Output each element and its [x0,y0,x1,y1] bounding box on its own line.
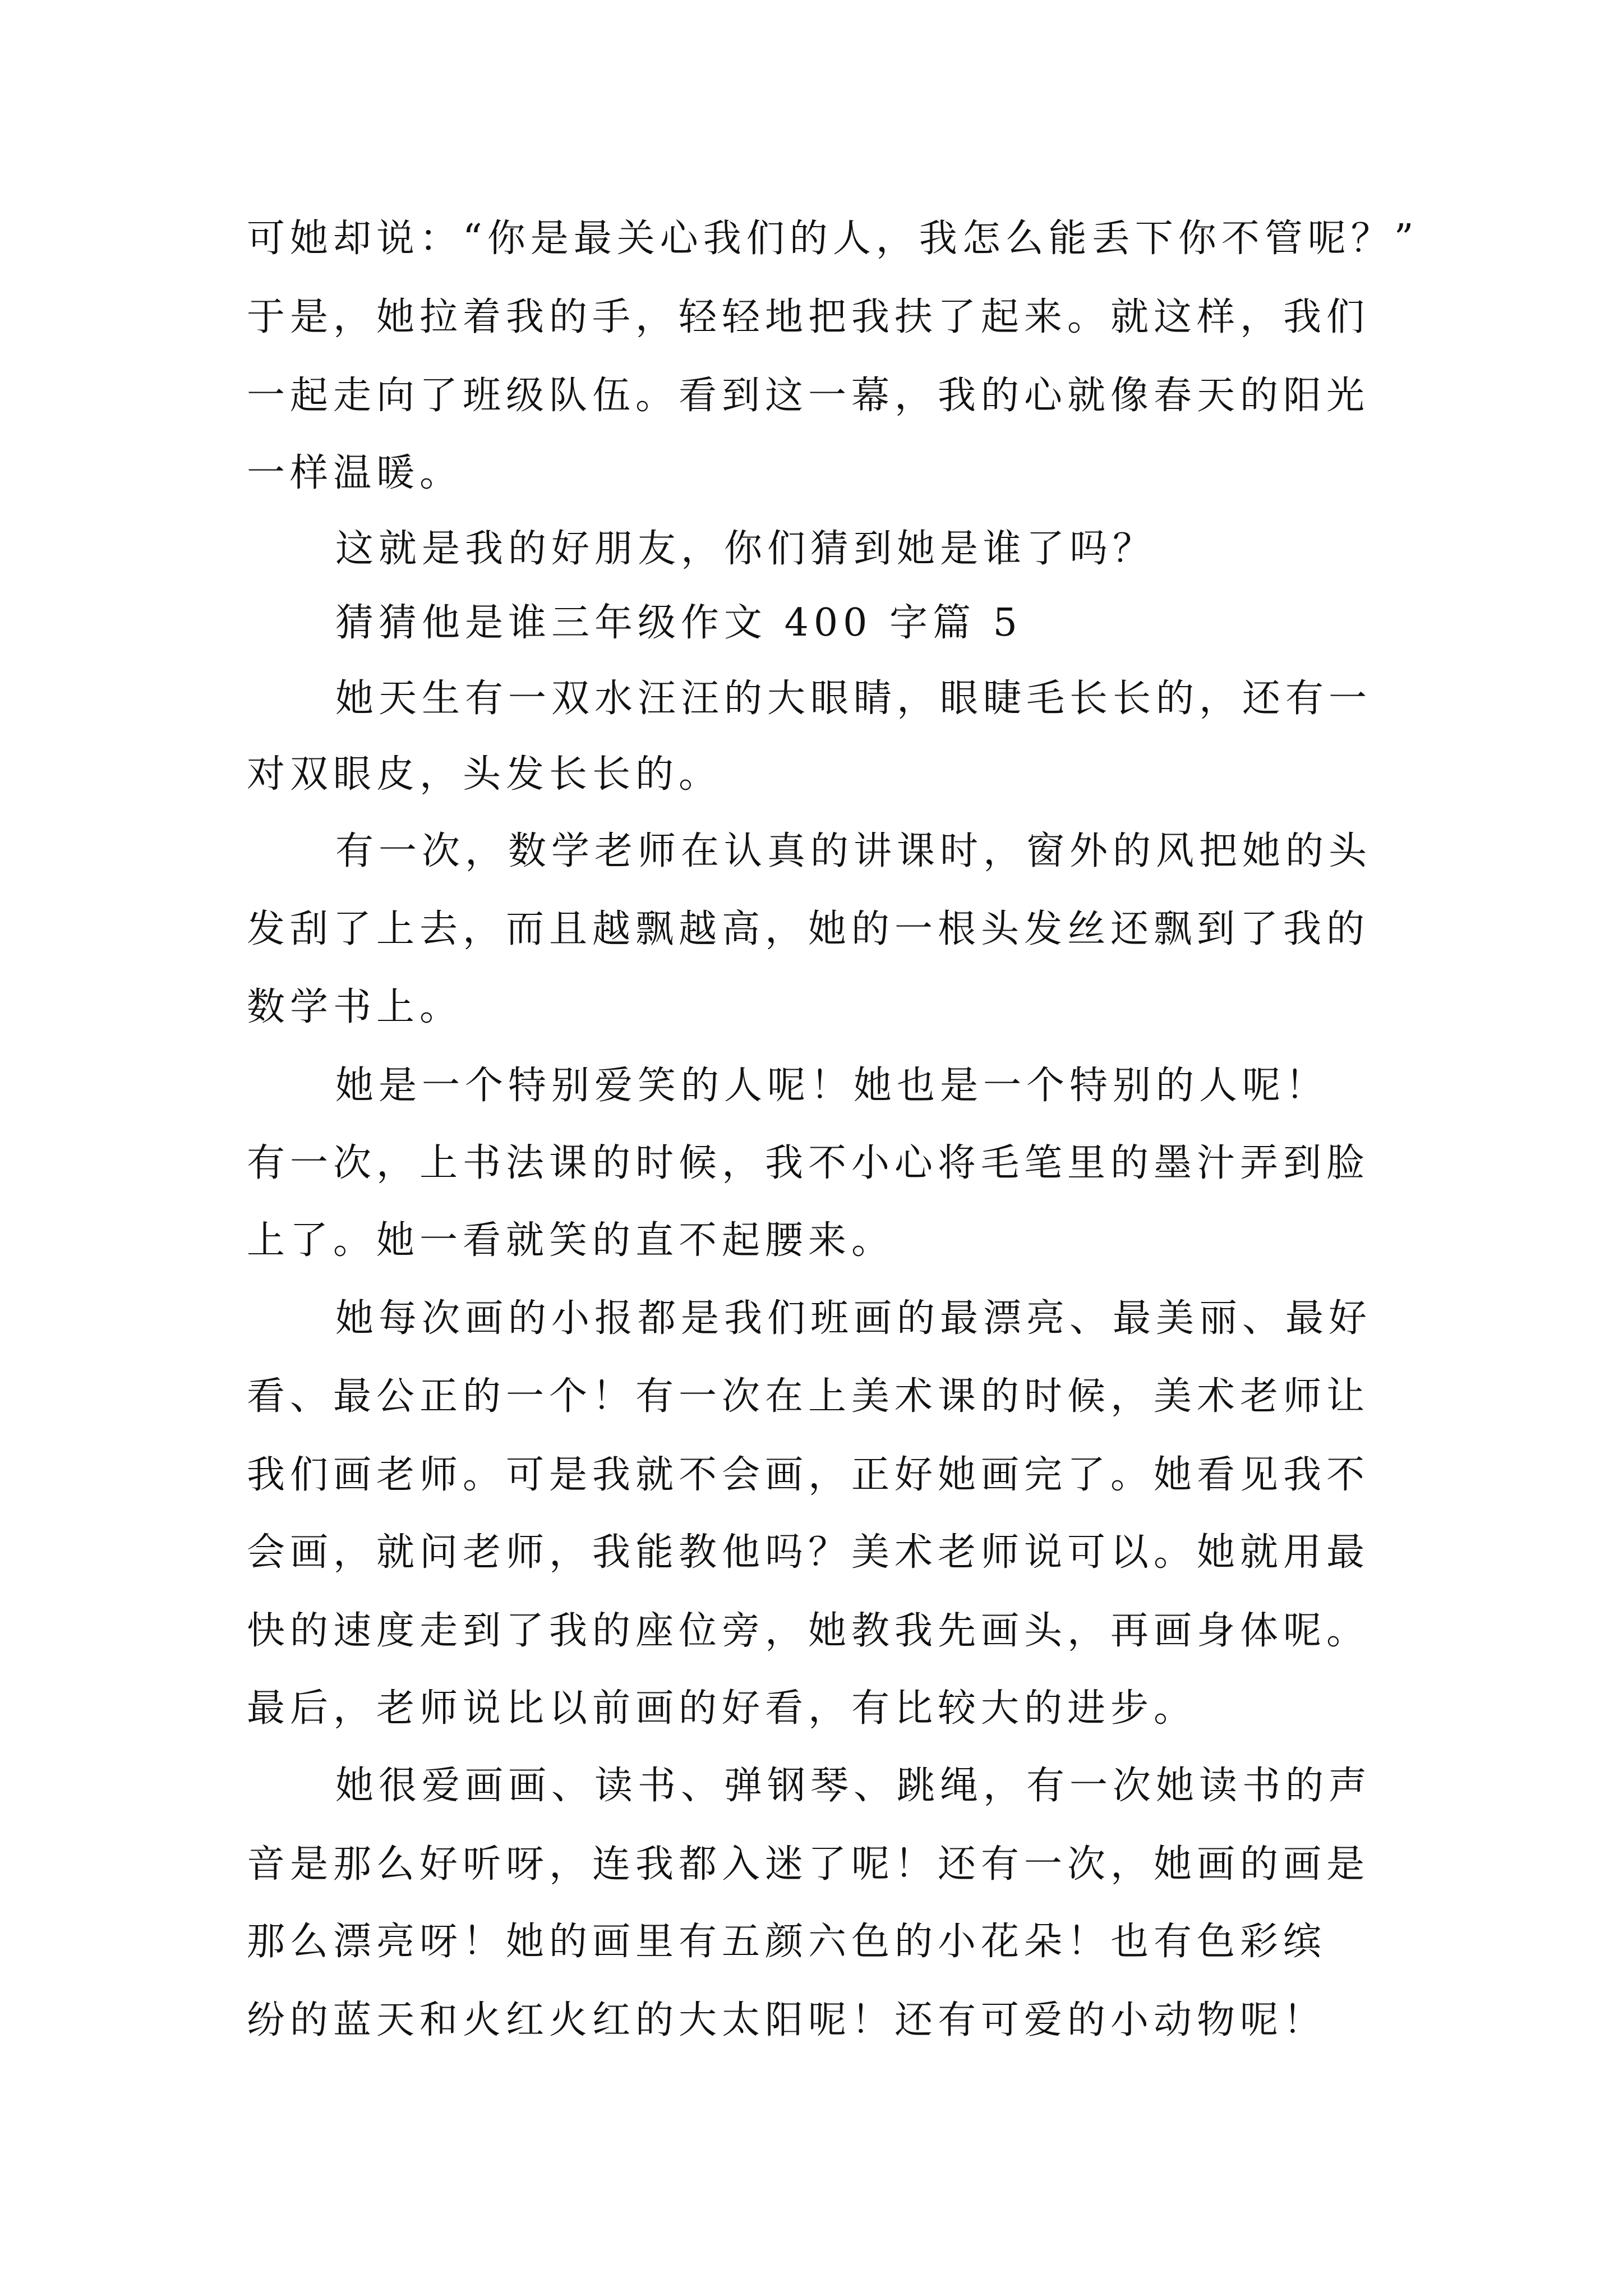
text-line: 有一次，数学老师在认真的讲课时，窗外的风把她的头 [335,829,1372,873]
section-heading: 猜猜他是谁三年级作文 400 字篇 5 [335,601,1022,645]
text-line: 有一次，上书法课的时候，我不小心将毛笔里的墨汁弄到脸 [247,1141,1370,1185]
text-line: 她每次画的小报都是我们班画的最漂亮、最美丽、最好 [335,1296,1372,1341]
text-line: 可她却说：“你是最关心我们的人，我怎么能丢下你不管呢？” [247,217,1419,261]
text-line: 那么漂亮呀！她的画里有五颜六色的小花朵！也有色彩缤 [247,1920,1327,1964]
text-line: 这就是我的好朋友，你们猜到她是谁了吗？ [335,527,1156,571]
text-line: 对双眼皮，头发长长的。 [247,752,722,797]
text-line: 会画，就问老师，我能教他吗？美术老师说可以。她就用最 [247,1530,1370,1575]
text-line: 她很爱画画、读书、弹钢琴、跳绳，有一次她读书的声 [335,1764,1372,1808]
text-line: 纷的蓝天和火红火红的大太阳呢！还有可爱的小动物呢！ [247,1998,1327,2042]
text-line: 最后，老师说比以前画的好看，有比较大的进步。 [247,1686,1197,1731]
text-line: 上了。她一看就笑的直不起腰来。 [247,1218,895,1263]
text-line: 音是那么好听呀，连我都入迷了呢！还有一次，她画的画是 [247,1842,1370,1887]
text-line: 我们画老师。可是我就不会画，正好她画完了。她看见我不 [247,1453,1370,1497]
text-line: 看、最公正的一个！有一次在上美术课的时候，美术老师让 [247,1374,1370,1419]
text-line: 一起走向了班级队伍。看到这一幕，我的心就像春天的阳光 [247,374,1370,418]
text-line: 她是一个特别爱笑的人呢！她也是一个特别的人呢！ [335,1064,1329,1108]
text-line: 发刮了上去，而且越飘越高，她的一根头发丝还飘到了我的 [247,907,1370,951]
text-line: 一样温暖。 [247,451,463,495]
text-line: 数学书上。 [247,985,463,1029]
text-line: 快的速度走到了我的座位旁，她教我先画头，再画身体呢。 [247,1609,1370,1653]
text-line: 她天生有一双水汪汪的大眼睛，眼睫毛长长的，还有一 [335,677,1372,721]
text-line: 于是，她拉着我的手，轻轻地把我扶了起来。就这样，我们 [247,295,1370,339]
